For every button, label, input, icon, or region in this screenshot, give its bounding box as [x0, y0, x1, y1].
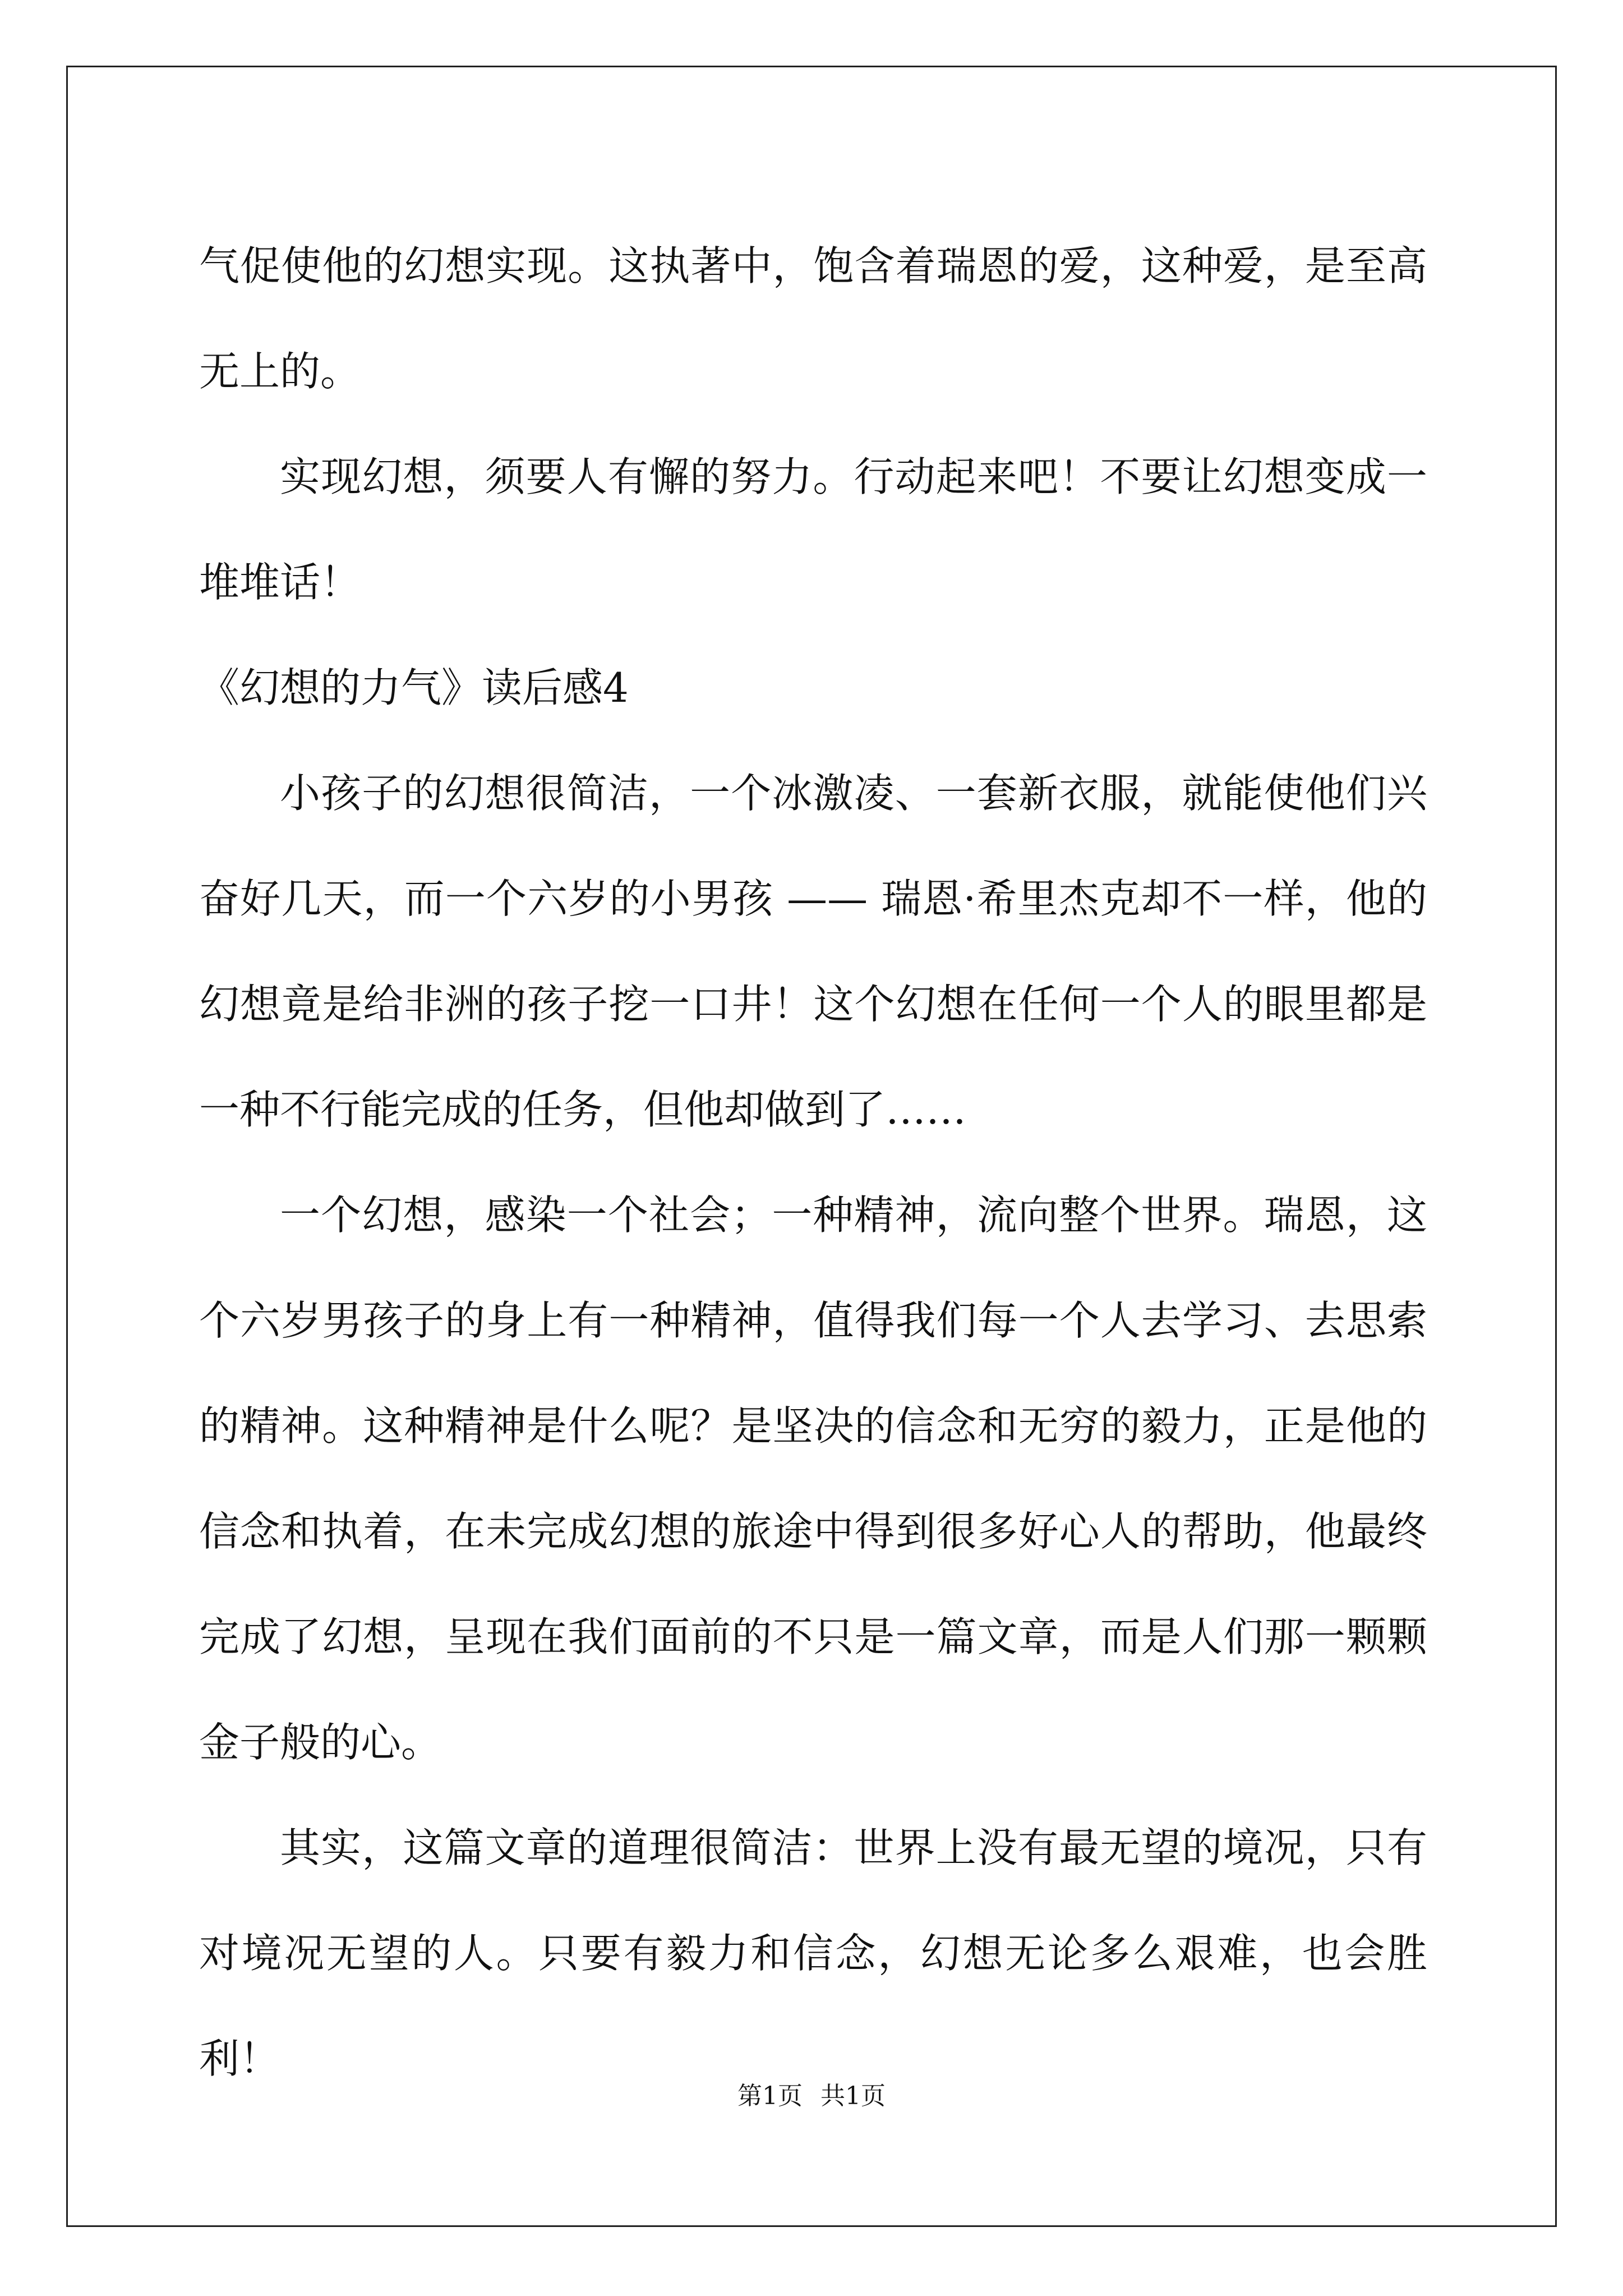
paragraph-2: 实现幻想，须要人有懈的努力。行动起来吧！不要让幻想变成一堆堆话！ — [199, 453, 1427, 606]
section-title: 《幻想的力气》读后感4 — [199, 664, 629, 711]
paragraph-3: 小孩子的幻想很简洁，一个冰激凌、一套新衣服，就能使他们兴奋好几天，而一个六岁的小男孩 —— 瑞恩·希里杰克却不一样，他的幻想竟是给非洲的孩子挖一口井！这个幻想在任何一个人的眼里都是一种不行能完成的任务，但他却做到了…… — [199, 770, 1427, 1133]
paragraph-1: 气促使他的幻想实现。这执著中，饱含着瑞恩的爱，这种爱，是至高无上的。 — [199, 242, 1427, 395]
page-number: 第1页 — [737, 2082, 803, 2110]
page-footer — [0, 2076, 1623, 2111]
paragraph-4: 一个幻想，感染一个社会；一种精神，流向整个世界。瑞恩，这个六岁男孩子的身上有一种精神，值得我们每一个人去学习、去思索的精神。这种精神是什么呢？是坚决的信念和无穷的毅力，正是他的信念和执着，在未完成幻想的旅途中得到很多好心人的帮助，他最终完成了幻想，呈现在我们面前的不只是一篇文章，而是人们那一颗颗金子般的心。 — [199, 1191, 1427, 1766]
document-body — [199, 213, 1427, 2111]
paragraph-5: 其实，这篇文章的道理很简洁：世界上没有最无望的境况，只有对境况无望的人。只要有毅力和信念，幻想无论多么艰难，也会胜利！ — [199, 1824, 1427, 2082]
page-total: 共1页 — [820, 2082, 886, 2110]
